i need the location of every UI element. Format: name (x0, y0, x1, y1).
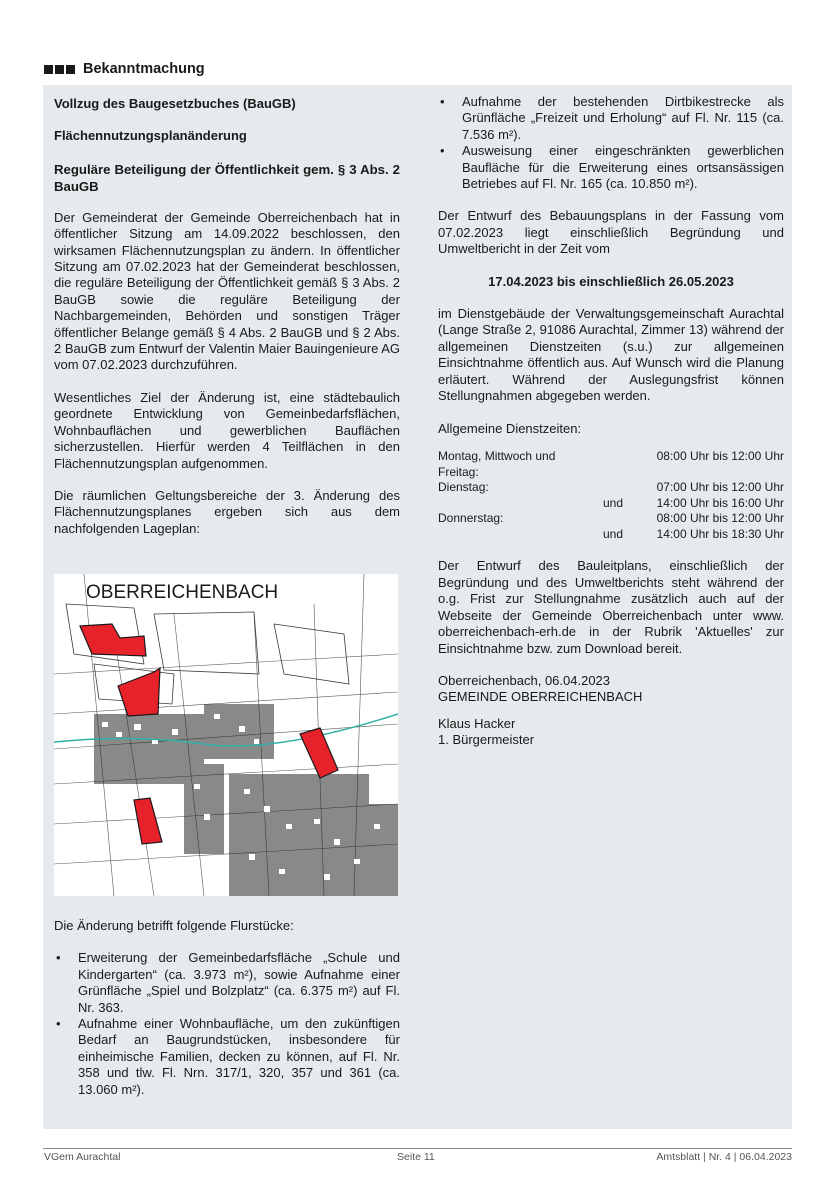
table-row: Dienstag: 07:00 Uhr bis 12:00 Uhr (438, 480, 784, 495)
list-item: • Aufnahme einer Wohnbaufläche, um den zukünftigen Bedarf an Baugrundstücken, insbesondere für einheimische Familien, decken zu können, auf Fl. Nr. 358 und tlw. Fl. Nrn. 317/1, 320, 357 und 361 (ca. 13.060 m²). (54, 1016, 400, 1098)
site-plan-map (54, 574, 398, 896)
parcel-list-right (438, 94, 784, 192)
list-item: • Ausweisung einer eingeschränkten gewerblichen Baufläche für die Erweiterung eines ortsansässigen Betriebes auf Fl. Nr. 165 (ca. 10.850 m²). (438, 143, 784, 192)
footer-issue: Amtsblatt | Nr. 4 | 06.04.2023 (656, 1151, 792, 1163)
table-row: Montag, Mittwoch und Freitag: 08:00 Uhr bis 12:00 Uhr (438, 448, 784, 479)
municipality-name: GEMEINDE OBERREICHENBACH (438, 689, 643, 705)
paragraph-goal: Wesentliches Ziel der Änderung ist, eine städtebaulich geordnete Entwicklung von Gemeinbedarfsflächen, Wohnbauflächen und gewerblichen Bauflächen sicherzustellen. Hierfür werden 4 Teilflächen in den Flächennutzungsplan aufgenommen. (54, 389, 400, 471)
table-row: und 14:00 Uhr bis 16:00 Uhr (602, 495, 784, 510)
heading-participation: Reguläre Beteiligung der Öffentlichkeit gem. § 3 Abs. 2 BauGB (54, 161, 400, 194)
section-title: Bekanntmachung (83, 61, 205, 77)
table-row: Donnerstag: 08:00 Uhr bis 12:00 Uhr (438, 511, 784, 526)
right-column (438, 94, 784, 749)
left-column-lower (54, 918, 400, 1098)
hours-title: Allgemeine Dienstzeiten: (438, 420, 582, 436)
section-header (44, 59, 205, 79)
table-row: und 14:00 Uhr bis 18:30 Uhr (602, 526, 784, 541)
left-column (54, 96, 400, 537)
paragraph-display: Der Entwurf des Bebauungsplans in der Fassung vom 07.02.2023 liegt einschließlich Begründung und Umweltbericht in der Zeit vom (438, 208, 784, 257)
paragraph-location: im Dienstgebäude der Verwaltungsgemeinschaft Aurachtal (Lange Straße 2, 91086 Aurachtal, Zimmer 13) während der allgemeinen Dienstzeiten (s.u.) zur allgemeinen Einsichtnahme öffentlich aus. Auf Wunsch wird die Planung erläutert. Während der Auslegungsfrist können Stellungnahmen abgegeben werden. (438, 306, 784, 404)
list-item: • Aufnahme der bestehenden Dirtbikestrecke als Grünfläche „Freizeit und Erholung“ auf Fl. Nr. 115 (ca. 7.536 m²). (438, 94, 784, 143)
paragraph-parcels: Die Änderung betrifft folgende Flurstücke: (54, 918, 294, 933)
place-date: Oberreichenbach, 06.04.2023 (438, 672, 611, 688)
office-hours-table (438, 449, 784, 543)
signer-name: Klaus Hacker (438, 715, 516, 731)
footer-divider (43, 1148, 792, 1149)
display-period: 17.04.2023 bis einschließlich 26.05.2023 (488, 273, 734, 289)
heading-law: Vollzug des Baugesetzbuches (BauGB) (54, 96, 296, 111)
map-place-label: OBERREICHENBACH (86, 582, 279, 603)
footer-publisher: VGem Aurachtal (44, 1151, 121, 1163)
signer-title: 1. Bürgermeister (438, 732, 535, 748)
paragraph-online: Der Entwurf des Bauleitplans, einschließlich der Begründung und des Umweltberichts steht während der o.g. Frist zur Stellungnahme zusätzlich auch auf der Webseite der Gemeinde Oberreichenbach unter www. oberreichenbach-erh.de in der Rubrik 'Aktuelles' zur Einsichtnahme bzw. zum Download bereit. (438, 558, 784, 656)
paragraph-resolution: Der Gemeinderat der Gemeinde Oberreichenbach hat in öffentlicher Sitzung am 14.09.2022 beschlossen, den wirksamen Flächennutzungsplan zu ändern. In öffentlicher Sitzung am 07.02.2023 hat der Gemeinderat beschlossen, die reguläre Beteiligung der Öffentlichkeit gemäß § 3 Abs. 2 BauGB sowie die reguläre Beteiligung der Nachbargemeinden, Behörden und sonstigen Träger öffentlicher Belange gemäß § 4 Abs. 2 BauGB und § 2 Abs. 2 BauGB zum Entwurf der Valentin Maier Bauingenieure AG vom 07.02.2023 durchzuführen. (54, 209, 400, 373)
parcel-list-left (54, 950, 400, 1098)
header-squares-icon (44, 65, 75, 74)
heading-plan-change: Flächennutzungsplanänderung (54, 128, 247, 144)
footer-page-number: Seite 11 (397, 1151, 435, 1163)
paragraph-scope: Die räumlichen Geltungsbereiche der 3. Änderung des Flächennutzungsplanes ergeben sich aus dem nachfolgenden Lageplan: (54, 487, 400, 536)
list-item: • Erweiterung der Gemeinbedarfsfläche „Schule und Kindergarten“ (ca. 3.973 m²), sowie Aufnahme einer Grünfläche „Spiel und Bolzplatz“ (ca. 6.375 m²) auf Fl. Nr. 363. (54, 950, 400, 1016)
